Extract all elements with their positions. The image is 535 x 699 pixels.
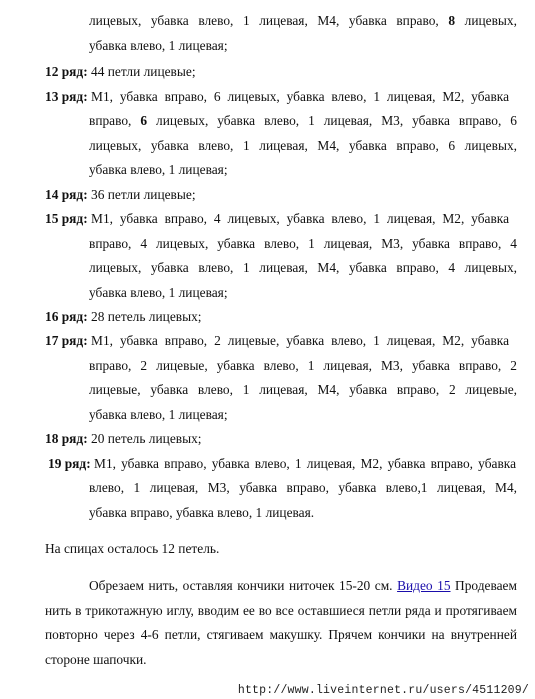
row-11-line-1 — [89, 13, 517, 29]
row-19-label: 19 ряд: — [48, 456, 91, 471]
source-url-watermark: http://www.liveinternet.ru/users/4511209/ — [237, 684, 529, 697]
row-19-text-1: М1, убавка вправо, убавка влево, 1 лицевая, М2, убавка вправо, убавка — [94, 456, 517, 471]
row-19-line-2: влево, 1 лицевая, М3, убавка вправо, убавка влево,1 лицевая, М4, — [89, 480, 517, 495]
row-13-line-1 — [45, 89, 517, 105]
row-15-text-1: М1, убавка вправо, 4 лицевых, убавка влево, 1 лицевая, М2, убавка — [91, 211, 510, 226]
row-11-text-a: лицевых, убавка влево, 1 лицевая, М4, убавка вправо, — [89, 13, 439, 28]
row-12-text: 44 петли лицевые; — [91, 64, 196, 79]
row-14 — [45, 187, 196, 203]
row-17-line-3: лицевые, убавка влево, 1 лицевая, М4, убавка вправо, 2 лицевые, — [89, 382, 517, 397]
row-16-text: 28 петель лицевых; — [91, 309, 202, 324]
video-15-link[interactable]: Видео 15 — [397, 578, 451, 593]
row-13-text-1: М1, убавка вправо, 6 лицевых, убавка влево, 1 лицевая, М2, убавка — [91, 89, 510, 104]
row-12 — [45, 64, 196, 80]
row-17-line-2: вправо, 2 лицевые, убавка влево, 1 лицевая, М3, убавка вправо, 2 — [89, 358, 517, 373]
row-13-text-2a: вправо, — [89, 113, 132, 128]
row-11-bold-count: 8 — [448, 13, 456, 28]
row-18-text: 20 петель лицевых; — [91, 431, 202, 446]
row-15-line-2: вправо, 4 лицевых, убавка влево, 1 лицевая, М3, убавка вправо, 4 — [89, 236, 517, 251]
row-13-label: 13 ряд: — [45, 89, 88, 104]
row-15-line-1 — [45, 211, 517, 227]
final-paragraph-line-4: стороне шапочки. — [45, 652, 147, 667]
row-12-label: 12 ряд: — [45, 64, 88, 79]
row-16-label: 16 ряд: — [45, 309, 88, 324]
row-19-line-3: убавка вправо, убавка влево, 1 лицевая. — [89, 505, 315, 520]
row-15-line-4: убавка влево, 1 лицевая; — [89, 285, 228, 300]
final-paragraph-line-3: повторно через 4-6 петли, стягиваем макушку. Прячем кончики на внутренней — [45, 627, 517, 642]
row-18-label: 18 ряд: — [45, 431, 88, 446]
row-13-bold-count: 6 — [140, 113, 148, 128]
row-17-line-4: убавка влево, 1 лицевая; — [89, 407, 228, 422]
remaining-stitches: На спицах осталось 12 петель. — [45, 541, 220, 556]
row-14-text: 36 петли лицевые; — [91, 187, 196, 202]
final-text-1a: Обрезаем нить, оставляя кончики ниточек 15-20 см. — [89, 578, 393, 593]
row-13-line-4: убавка влево, 1 лицевая; — [89, 162, 228, 177]
row-13-text-2b: лицевых, убавка влево, 1 лицевая, М3, убавка вправо, 6 — [156, 113, 517, 128]
row-16 — [45, 309, 202, 325]
row-15-label: 15 ряд: — [45, 211, 88, 226]
row-17-line-1 — [45, 333, 517, 349]
row-11-line-2: убавка влево, 1 лицевая; — [89, 38, 228, 53]
row-18 — [45, 431, 202, 447]
row-13-line-3: лицевых, убавка влево, 1 лицевая, М4, убавка вправо, 6 лицевых, — [89, 138, 517, 153]
row-13-line-2 — [89, 113, 517, 129]
row-15-line-3: лицевых, убавка влево, 1 лицевая, М4, убавка вправо, 4 лицевых, — [89, 260, 517, 275]
final-paragraph-line-1 — [89, 578, 517, 594]
final-paragraph-line-2: нить в трикотажную иглу, вводим ее во все оставшиеся петли ряда и протягиваем — [45, 603, 517, 618]
final-text-1b: Продеваем — [455, 578, 517, 593]
row-17-label: 17 ряд: — [45, 333, 88, 348]
row-17-text-1: М1, убавка вправо, 2 лицевые, убавка влево, 1 лицевая, М2, убавка — [91, 333, 510, 348]
row-14-label: 14 ряд: — [45, 187, 88, 202]
row-11-text-b: лицевых, — [464, 13, 517, 28]
row-19-line-1 — [48, 456, 517, 472]
